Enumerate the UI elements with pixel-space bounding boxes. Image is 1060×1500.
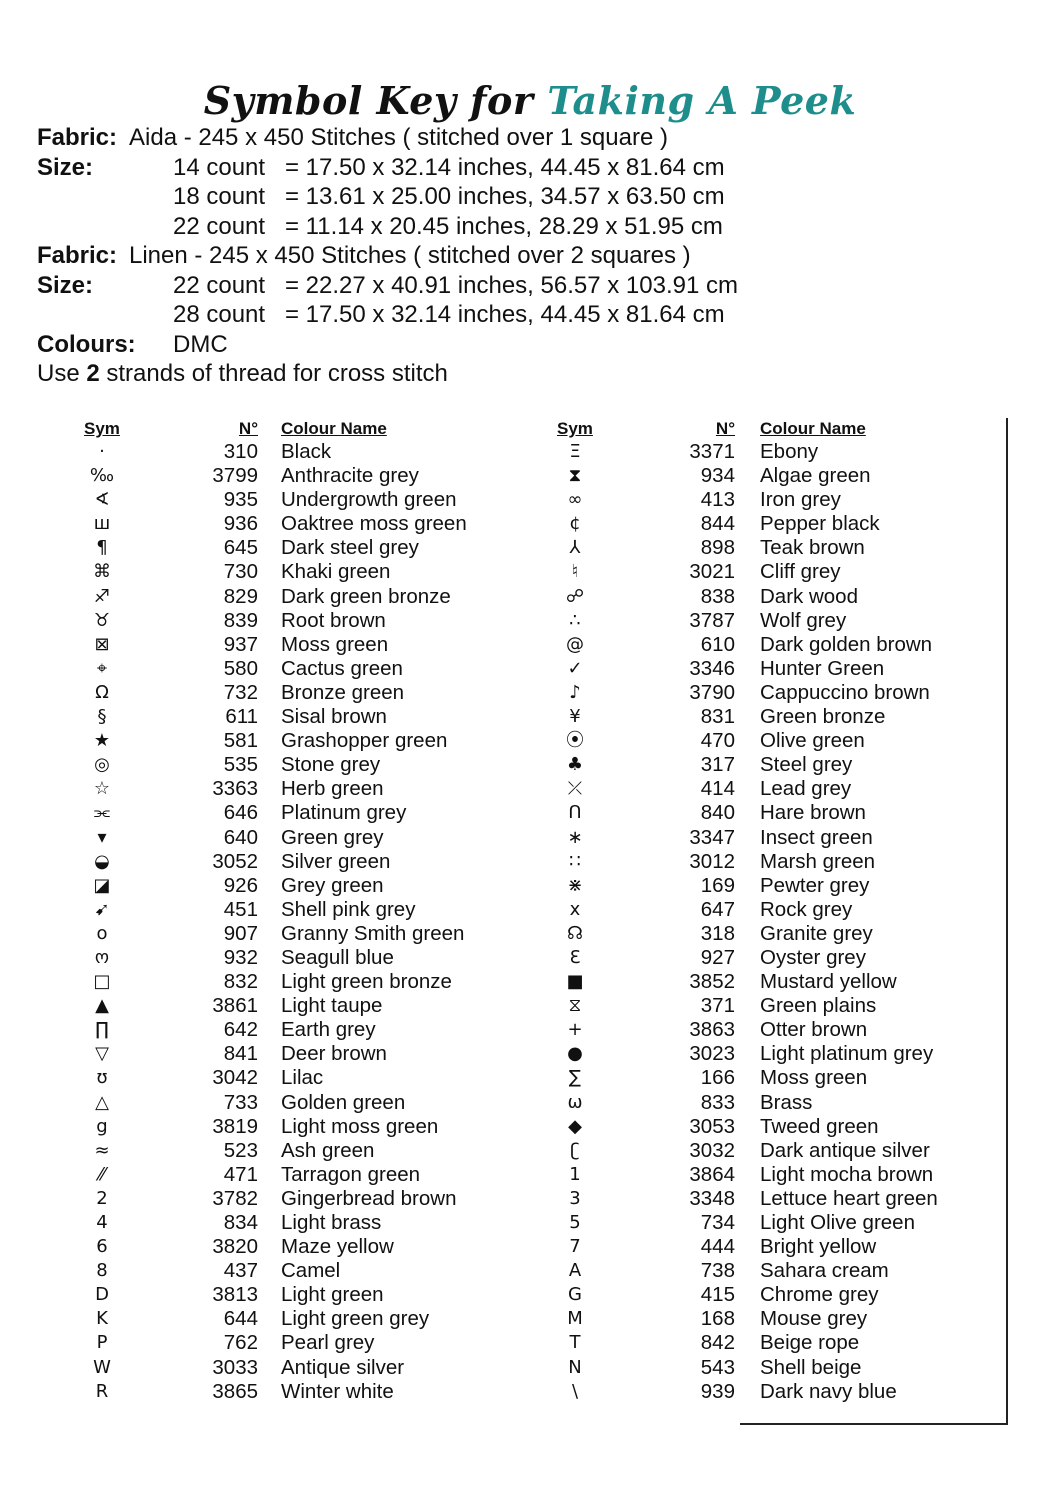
symbol-glyph: 3: [569, 1187, 581, 1209]
dmc-number: 932: [223, 945, 258, 969]
dmc-number: 3052: [212, 849, 258, 873]
colour-name: Shell pink grey: [281, 897, 416, 921]
symbol-glyph: ✓: [567, 657, 583, 679]
dmc-number: 927: [700, 945, 735, 969]
fabric-label: Fabric:: [37, 242, 118, 269]
symbol-glyph: ¥: [569, 706, 581, 728]
symbol-glyph: +: [567, 1019, 583, 1041]
dmc-number: 581: [223, 729, 258, 753]
sym-header: Sym: [84, 419, 120, 438]
colour-name: Insect green: [760, 825, 873, 849]
dmc-number: 3032: [689, 1138, 735, 1162]
dmc-number: 3021: [689, 560, 735, 584]
symbol-glyph: 5: [569, 1212, 581, 1233]
dmc-number: 732: [223, 680, 258, 704]
colour-name: Teak brown: [760, 536, 865, 560]
dmc-number: 318: [700, 921, 735, 945]
dmc-number: 3787: [689, 608, 735, 632]
symbol-glyph: 4: [96, 1212, 108, 1233]
dmc-number: 3819: [212, 1114, 258, 1138]
symbol-glyph: ʊ: [96, 1067, 108, 1089]
symbol-glyph: ∷: [569, 850, 581, 872]
colour-name: Light Olive green: [760, 1211, 915, 1234]
symbol-glyph: ⁄⁄: [98, 1163, 105, 1185]
colour-name: Sahara cream: [760, 1259, 889, 1283]
colour-name: Hare brown: [760, 801, 866, 825]
symbol-glyph: ∴: [569, 609, 581, 631]
size-dimensions: = 17.50 x 32.14 inches, 44.45 x 81.64 cm: [285, 301, 725, 328]
dmc-number: 898: [700, 536, 735, 560]
dmc-number: 3865: [212, 1379, 258, 1403]
colour-name: Deer brown: [281, 1042, 387, 1066]
symbol-glyph: ∑: [568, 1067, 582, 1089]
dmc-number: 640: [223, 825, 258, 849]
dmc-number: 3861: [212, 994, 258, 1018]
symbol-glyph: o: [96, 922, 108, 944]
colour-name: Dark navy blue: [760, 1379, 897, 1403]
dmc-number: 3042: [212, 1066, 258, 1090]
colour-name: Dark antique silver: [760, 1138, 930, 1162]
dmc-number: 844: [700, 512, 735, 536]
dmc-number: 451: [223, 897, 258, 921]
colour-name: Moss green: [281, 632, 389, 656]
dmc-number: 831: [700, 705, 735, 729]
dmc-number: 939: [700, 1379, 735, 1403]
colour-name: Seagull blue: [281, 945, 394, 969]
dmc-number: 3863: [689, 1018, 735, 1042]
colour-name: Light green grey: [281, 1307, 430, 1331]
linen-fabric-value: Linen - 245 x 450 Stitches ( stitched over 2 squares ): [129, 242, 691, 269]
symbol-glyph: ♮: [571, 561, 579, 583]
symbol-glyph: ⧗: [568, 465, 582, 487]
colour-name: Otter brown: [760, 1018, 868, 1042]
colour-name: Mouse grey: [760, 1307, 868, 1331]
colour-name: Winter white: [281, 1379, 394, 1403]
colour-name: Grey green: [281, 873, 384, 897]
symbol-glyph: D: [95, 1284, 109, 1306]
colour-name: Light moss green: [281, 1114, 439, 1138]
symbol-glyph: ☆: [93, 778, 111, 800]
colour-name: Bright yellow: [760, 1235, 877, 1259]
symbol-glyph: ⫘: [93, 802, 111, 824]
symbol-glyph: ⋇: [567, 874, 583, 896]
colour-name: Steel grey: [760, 753, 853, 777]
dmc-number: 841: [223, 1042, 258, 1066]
colour-name: Green grey: [281, 825, 384, 849]
colour-name: Green bronze: [760, 705, 886, 729]
colour-name: Olive green: [760, 729, 865, 753]
symbol-glyph: 2: [96, 1187, 108, 1209]
dmc-number: 3363: [212, 777, 258, 801]
symbol-glyph: ▾: [97, 826, 107, 848]
colour-name: Dark wood: [760, 584, 858, 608]
symbol-glyph: N: [568, 1356, 582, 1378]
dmc-number: 168: [700, 1307, 735, 1331]
strands-note: Use 2 strands of thread for cross stitch: [37, 360, 448, 387]
colour-name-header: Colour Name: [760, 419, 866, 438]
size-label: Size:: [37, 271, 94, 299]
dmc-number: 734: [700, 1211, 735, 1234]
symbol-glyph: ∏: [95, 1019, 109, 1041]
symbol-glyph: 7: [569, 1236, 581, 1258]
colour-name: Pewter grey: [760, 873, 870, 897]
dmc-number: 3053: [689, 1114, 735, 1138]
symbol-glyph: ⅄: [569, 537, 581, 559]
dmc-number: 3864: [689, 1162, 735, 1186]
symbol-glyph: □: [93, 971, 111, 993]
fabric-info: [37, 123, 1037, 389]
symbol-glyph: ⦿: [566, 730, 584, 752]
colour-name: Bronze green: [281, 680, 405, 704]
symbol-glyph: §: [97, 706, 107, 728]
colour-name: Green plains: [760, 994, 877, 1018]
symbol-glyph: Ξ: [569, 441, 581, 462]
colour-name: Light platinum grey: [760, 1042, 934, 1066]
colour-name: Sisal brown: [281, 705, 387, 729]
symbol-glyph: T: [569, 1332, 581, 1354]
symbol-glyph: \: [571, 1380, 579, 1402]
symbol-glyph: P: [96, 1332, 108, 1354]
symbol-glyph: ◒: [94, 850, 110, 872]
title-prefix: Symbol Key for: [203, 78, 534, 123]
dmc-number: 730: [223, 560, 258, 584]
dmc-number: 543: [700, 1355, 735, 1379]
symbol-glyph: ◪: [93, 874, 111, 896]
dmc-number: 371: [700, 994, 735, 1018]
colour-name: Chrome grey: [760, 1283, 879, 1307]
dmc-number: 310: [223, 440, 258, 463]
symbol-glyph: ★: [93, 730, 111, 752]
size-dimensions: = 13.61 x 25.00 inches, 34.57 x 63.50 cm: [285, 183, 725, 210]
dmc-number: 3346: [689, 656, 735, 680]
symbol-glyph: Ɛ: [569, 946, 581, 968]
dmc-number: 644: [223, 1307, 258, 1331]
dmc-number: 3347: [689, 825, 735, 849]
colour-name: Oaktree moss green: [281, 512, 467, 536]
dmc-number: 610: [700, 632, 735, 656]
colour-name: Maze yellow: [281, 1235, 394, 1259]
dmc-number: 3023: [689, 1042, 735, 1066]
colour-name: Lilac: [281, 1066, 324, 1090]
dmc-number: 523: [223, 1138, 258, 1162]
dmc-number: 833: [700, 1090, 735, 1114]
colour-name: Cactus green: [281, 656, 403, 680]
dmc-number: 413: [700, 488, 735, 512]
colour-name: Ash green: [281, 1138, 375, 1162]
symbol-glyph: Ω: [95, 681, 109, 703]
dmc-number: 317: [700, 753, 735, 777]
aida-fabric-value: Aida - 245 x 450 Stitches ( stitched over 1 square ): [129, 124, 668, 151]
symbol-glyph: ᑎ: [568, 802, 582, 824]
colour-name: Earth grey: [281, 1018, 376, 1042]
symbol-glyph: ‰: [89, 465, 115, 487]
colour-name: Oyster grey: [760, 945, 866, 969]
symbol-glyph: ⧖: [568, 995, 582, 1017]
symbol-glyph: ◆: [568, 1115, 582, 1137]
strands-number: 2: [86, 360, 100, 387]
colour-name: Ebony: [760, 440, 819, 463]
symbol-glyph: ☍: [565, 585, 585, 607]
symbol-glyph: ш: [93, 513, 111, 535]
colour-name: Root brown: [281, 608, 386, 632]
symbol-glyph: R: [95, 1380, 109, 1402]
symbol-glyph: ≈: [94, 1139, 110, 1161]
colour-name: Antique silver: [281, 1355, 405, 1379]
colour-name: Light brass: [281, 1211, 382, 1234]
colour-name: Cappuccino brown: [760, 680, 930, 704]
table-border-bottom: [740, 1423, 1008, 1425]
colour-name: Undergrowth green: [281, 488, 457, 512]
dmc-number: 907: [223, 921, 258, 945]
symbol-glyph: A: [568, 1260, 582, 1282]
colour-name: Mustard yellow: [760, 970, 897, 994]
symbol-glyph: ♣: [566, 754, 584, 776]
size-dimensions: = 17.50 x 32.14 inches, 44.45 x 81.64 cm: [285, 153, 725, 181]
symbol-glyph: ♐: [93, 585, 111, 607]
colour-name: Lead grey: [760, 777, 852, 801]
table-border-right: [1006, 418, 1008, 1424]
dmc-number: 936: [223, 512, 258, 536]
dmc-number: 611: [225, 705, 258, 729]
symbol-glyph: g: [96, 1115, 108, 1137]
colour-name: Khaki green: [281, 560, 391, 584]
dmc-number: 842: [700, 1331, 735, 1355]
dmc-number: 3033: [212, 1355, 258, 1379]
colour-name: Golden green: [281, 1090, 406, 1114]
colour-name: Silver green: [281, 849, 391, 873]
symbol-glyph: ¢: [569, 513, 581, 535]
size-count: 18 count: [173, 183, 266, 210]
symbol-glyph: ▽: [95, 1043, 109, 1065]
dmc-number: 832: [223, 970, 258, 994]
colour-name: Granite grey: [760, 921, 873, 945]
colour-name: Rock grey: [760, 897, 853, 921]
colour-name: Tweed green: [760, 1114, 879, 1138]
symbol-glyph: ¶: [96, 537, 108, 559]
colour-name: Light mocha brown: [760, 1162, 934, 1186]
symbol-glyph: ♉: [93, 609, 111, 631]
dmc-number: 3852: [689, 970, 735, 994]
symbol-glyph: ·: [99, 441, 105, 462]
colour-name: Light taupe: [281, 994, 383, 1018]
colour-name: Light green bronze: [281, 970, 452, 994]
colour-name-header: Colour Name: [281, 419, 387, 438]
symbol-glyph: ◎: [94, 754, 110, 776]
colour-name: Grashopper green: [281, 729, 448, 753]
dmc-number: 839: [223, 608, 258, 632]
dmc-number: 437: [223, 1259, 258, 1283]
dmc-number: 3799: [212, 464, 258, 488]
size-label: Size:: [37, 153, 94, 181]
symbol-glyph: ∢: [94, 489, 110, 511]
symbol-glyph: ☊: [567, 922, 583, 944]
colour-name: Beige rope: [760, 1331, 860, 1355]
dmc-number: 646: [223, 801, 258, 825]
symbol-glyph: △: [95, 1091, 109, 1113]
page-title: [0, 78, 1060, 123]
number-header: N°: [238, 419, 258, 438]
colour-name: Wolf grey: [760, 608, 847, 632]
dmc-number: 470: [700, 729, 735, 753]
size-count: 22 count: [173, 271, 266, 299]
symbol-glyph: @: [566, 633, 584, 655]
dmc-number: 166: [700, 1066, 735, 1090]
dmc-number: 647: [700, 897, 735, 921]
dmc-number: 414: [700, 777, 735, 801]
dmc-number: 3348: [689, 1186, 735, 1210]
symbol-glyph: ⤫: [567, 778, 583, 800]
fabric-label: Fabric:: [37, 124, 118, 151]
symbol-glyph: ო: [94, 946, 110, 968]
sym-header: Sym: [557, 419, 593, 438]
symbol-glyph: ∞: [567, 489, 583, 511]
symbol-glyph: ■: [566, 971, 584, 993]
colour-name: Light green: [281, 1283, 384, 1307]
colour-name: Camel: [281, 1259, 341, 1283]
colour-name: Tarragon green: [281, 1162, 421, 1186]
colour-name: Gingerbread brown: [281, 1186, 457, 1210]
dmc-number: 829: [223, 584, 258, 608]
dmc-number: 834: [223, 1211, 258, 1234]
colour-name: Lettuce heart green: [760, 1186, 938, 1210]
symbol-glyph: ʗ: [570, 1139, 580, 1161]
size-dimensions: = 11.14 x 20.45 inches, 28.29 x 51.95 cm: [285, 212, 723, 240]
dmc-number: 926: [223, 873, 258, 897]
colour-name: Stone grey: [281, 753, 381, 777]
size-count: 14 count: [173, 153, 266, 181]
symbol-glyph: 8: [96, 1260, 108, 1282]
dmc-number: 840: [700, 801, 735, 825]
dmc-number: 934: [700, 464, 735, 488]
colour-name: Black: [281, 440, 332, 463]
dmc-number: 738: [700, 1259, 735, 1283]
symbol-glyph: G: [568, 1284, 582, 1306]
dmc-number: 3371: [689, 440, 735, 463]
size-dimensions: = 22.27 x 40.91 inches, 56.57 x 103.91 cm: [285, 271, 738, 299]
symbol-glyph: ●: [567, 1043, 583, 1065]
colour-name: Pearl grey: [281, 1331, 375, 1355]
symbol-glyph: ⊠: [94, 633, 110, 655]
symbol-glyph: ∗: [567, 826, 583, 848]
colour-name: Granny Smith green: [281, 921, 465, 945]
dmc-number: 3820: [212, 1235, 258, 1259]
dmc-number: 733: [223, 1090, 258, 1114]
dmc-number: 937: [223, 632, 258, 656]
colour-name: Dark golden brown: [760, 632, 933, 656]
colour-name: Anthracite grey: [281, 464, 419, 488]
colour-name: Shell beige: [760, 1355, 862, 1379]
symbol-glyph: ♪: [569, 681, 581, 703]
size-count: 22 count: [173, 212, 266, 240]
size-count: 28 count: [173, 301, 266, 328]
colour-name: Herb green: [281, 777, 384, 801]
dmc-number: 169: [700, 873, 735, 897]
colour-name: Hunter Green: [760, 656, 885, 680]
pattern-name: Taking A Peek: [547, 78, 857, 123]
dmc-number: 3012: [689, 849, 735, 873]
symbol-glyph: ➹: [94, 898, 110, 920]
symbol-glyph: ▲: [95, 995, 109, 1017]
dmc-number: 415: [700, 1283, 735, 1307]
colour-name: Pepper black: [760, 512, 880, 536]
dmc-number: 535: [223, 753, 258, 777]
number-header: N°: [715, 419, 735, 438]
symbol-glyph: ⌖: [96, 657, 108, 679]
symbol-glyph: ω: [567, 1091, 583, 1113]
colour-name: Cliff grey: [760, 560, 841, 584]
dmc-number: 645: [223, 536, 258, 560]
colour-name: Iron grey: [760, 488, 841, 512]
dmc-number: 935: [223, 488, 258, 512]
dmc-number: 444: [700, 1235, 735, 1259]
colour-name: Brass: [760, 1090, 813, 1114]
symbol-glyph: ⌘: [93, 561, 111, 583]
colour-name: Algae green: [760, 464, 871, 488]
dmc-number: 3813: [212, 1283, 258, 1307]
colour-name: Platinum grey: [281, 801, 407, 825]
symbol-glyph: 6: [96, 1236, 108, 1258]
colours-value: DMC: [173, 330, 228, 358]
colour-name: Moss green: [760, 1066, 868, 1090]
symbol-glyph: W: [93, 1356, 111, 1378]
symbol-glyph: x: [569, 898, 581, 920]
dmc-number: 762: [223, 1331, 258, 1355]
dmc-number: 580: [223, 656, 258, 680]
colour-name: Dark steel grey: [281, 536, 419, 560]
dmc-number: 471: [223, 1162, 258, 1186]
dmc-number: 3790: [689, 680, 735, 704]
dmc-number: 3782: [212, 1186, 258, 1210]
dmc-number: 642: [223, 1018, 258, 1042]
colour-name: Dark green bronze: [281, 584, 451, 608]
symbol-glyph: M: [567, 1308, 583, 1330]
colour-name: Marsh green: [760, 849, 876, 873]
symbol-glyph: 1: [569, 1163, 581, 1185]
symbol-glyph: K: [96, 1308, 108, 1330]
dmc-number: 838: [700, 584, 735, 608]
colours-label: Colours:: [37, 330, 136, 358]
